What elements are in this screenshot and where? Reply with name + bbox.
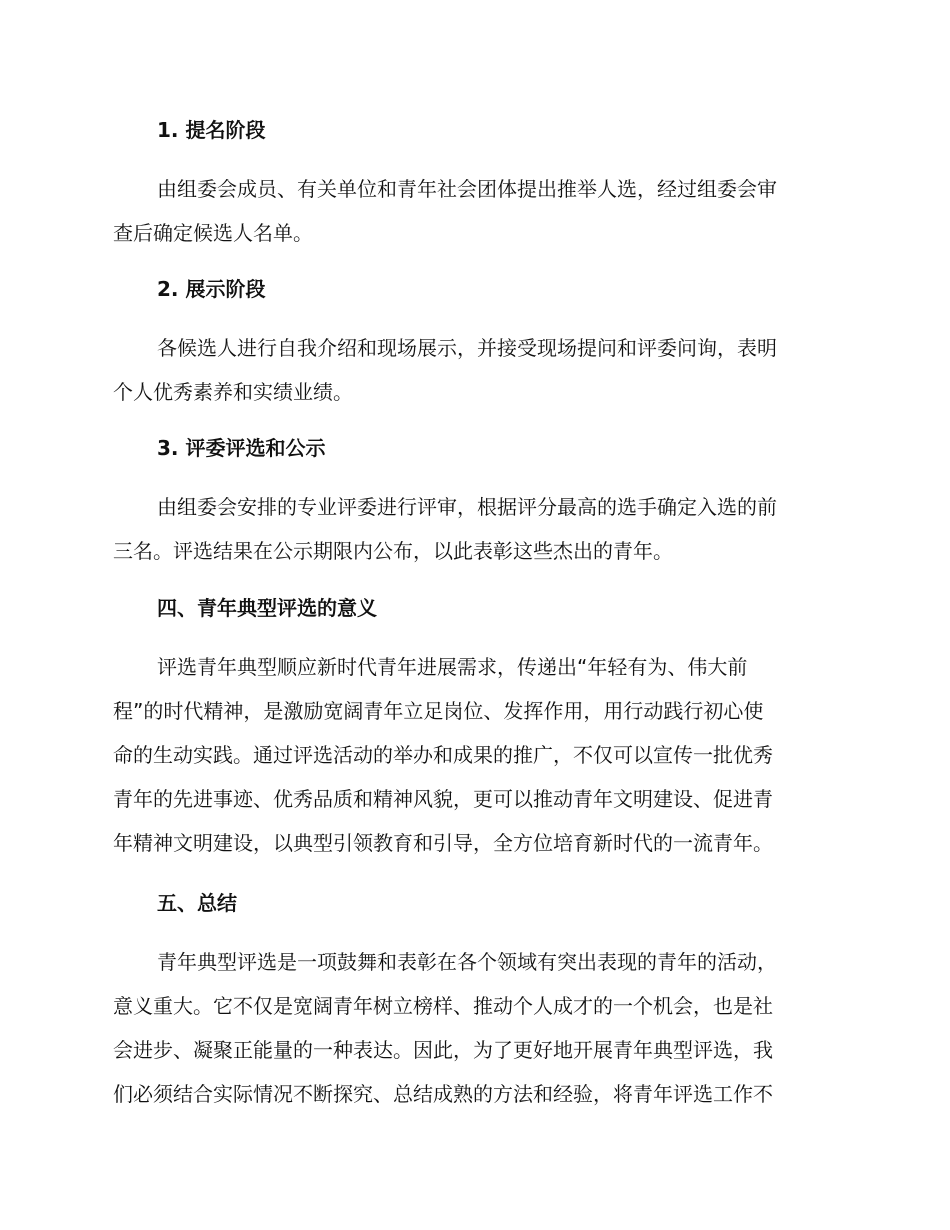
section-heading: 3. 评委评选和公示 xyxy=(157,436,326,460)
paragraph-line: 由组委会成员、有关单位和青年社会团体提出推举人选，经过组委会审 xyxy=(157,177,777,201)
paragraph-line: 由组委会安排的专业评委进行评审，根据评分最高的选手确定入选的前 xyxy=(157,495,777,519)
paragraph-line: 三名。评选结果在公示期限内公布，以此表彰这些杰出的青年。 xyxy=(113,539,673,563)
paragraph-line: 查后确定候选人名单。 xyxy=(113,221,313,245)
paragraph-line: 各候选人进行自我介绍和现场展示，并接受现场提问和评委问询，表明 xyxy=(157,336,777,360)
paragraph-line: 会进步、凝聚正能量的一种表达。因此，为了更好地开展青年典型评选，我 xyxy=(113,1038,773,1062)
paragraph-line: 们必须结合实际情况不断探究、总结成熟的方法和经验，将青年评选工作不 xyxy=(113,1082,773,1106)
section-heading: 2. 展示阶段 xyxy=(157,277,266,301)
paragraph-line: 年精神文明建设，以典型引领教育和引导，全方位培育新时代的一流青年。 xyxy=(113,831,773,855)
paragraph-line: 评选青年典型顺应新时代青年进展需求，传递出“年轻有为、伟大前 xyxy=(157,655,748,679)
section-heading: 四、青年典型评选的意义 xyxy=(157,596,377,620)
paragraph-line: 青年典型评选是一项鼓舞和表彰在各个领域有突出表现的青年的活动， xyxy=(157,950,777,974)
paragraph-line: 程”的时代精神，是激励宽阔青年立足岗位、发挥作用，用行动践行初心使 xyxy=(113,699,764,723)
section-heading: 1. 提名阶段 xyxy=(157,118,266,142)
paragraph-line: 意义重大。它不仅是宽阔青年树立榜样、推动个人成才的一个机会，也是社 xyxy=(113,994,773,1018)
section-heading: 五、总结 xyxy=(157,891,237,915)
paragraph-line: 个人优秀素养和实绩业绩。 xyxy=(113,380,353,404)
paragraph-line: 青年的先进事迹、优秀品质和精神风貌，更可以推动青年文明建设、促进青 xyxy=(113,787,773,811)
paragraph-line: 命的生动实践。通过评选活动的举办和成果的推广，不仅可以宣传一批优秀 xyxy=(113,743,773,767)
